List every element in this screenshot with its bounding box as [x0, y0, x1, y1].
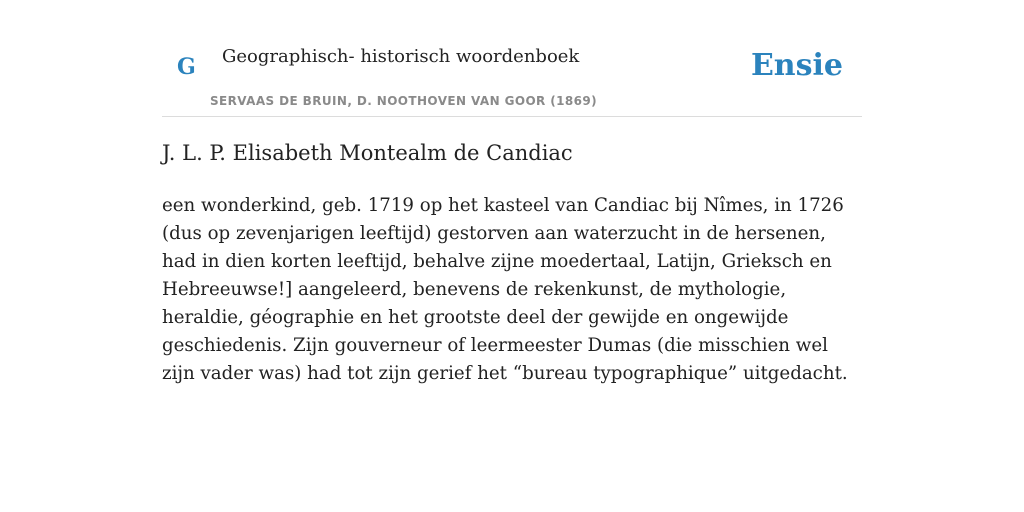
entry-title: J. L. P. Elisabeth Montealm de Candiac [162, 141, 573, 165]
book-header [162, 0, 862, 117]
book-authors: SERVAAS DE BRUIN, D. NOOTHOVEN VAN GOOR (1869) [210, 94, 598, 108]
entry-body-text: een wonderkind, geb. 1719 op het kasteel van Candiac bij Nîmes, in 1726 (dus op zevenjarigen leeftijd) gestorven aan waterzucht in de hersenen, had in dien korten leeftijd, behalve zijne moedertaal, Latijn, Grieksch en Hebreeuwse!] aangeleerd, benevens de rekenkunst, de mythologie, heraldie, géographie en het grootste deel der gewijde en ongewijde geschiedenis. Zijn gouverneur of leermeester Dumas (die misschien wel zijn vader was) had tot zijn gerief het “bureau typographique” uitgedacht. [162, 195, 848, 384]
book-title-link[interactable]: Geographisch- historisch woordenboek [222, 46, 580, 67]
book-letter-badge[interactable]: G [177, 54, 196, 80]
ensie-logo-link[interactable]: Ensie [750, 48, 843, 83]
